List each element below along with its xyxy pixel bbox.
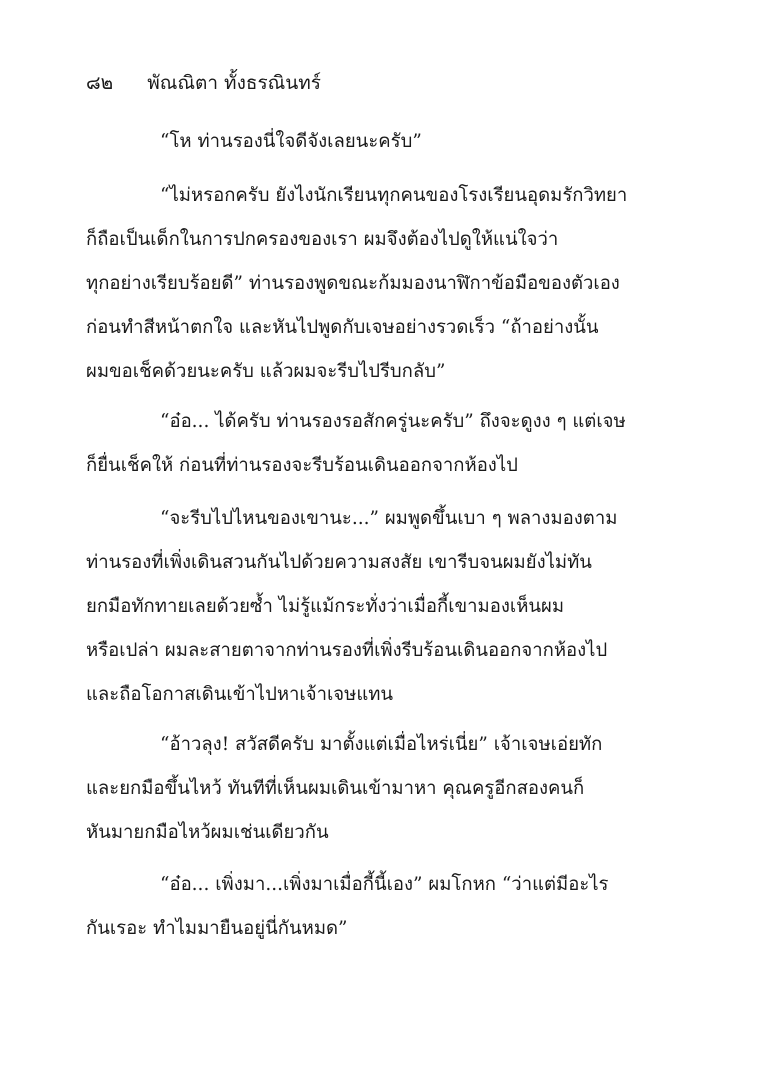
- paragraph-4: [86, 497, 686, 717]
- text-line: ก่อนทำสีหน้าตกใจ และหันไปพูดกับเจษอย่างรวดเร็ว “ถ้าอย่างนั้น: [86, 317, 599, 338]
- text-line: ท่านรองที่เพิ่งเดินสวนกันไปด้วยความสงสัย เขารีบจนผมยังไม่ทัน: [86, 552, 592, 573]
- text-line: ยกมือทักทายเลยด้วยซ้ำ ไม่รู้แม้กระทั่งว่าเมื่อกี้เขามองเห็นผม: [86, 596, 565, 617]
- paragraph-5: [86, 723, 686, 855]
- text-line: ผมขอเช็คด้วยนะครับ แล้วผมจะรีบไปรีบกลับ”: [86, 361, 446, 382]
- text-line: “อ๋อ... ได้ครับ ท่านรองรอสักครู่นะครับ” ถึงจะดูงง ๆ แต่เจษ: [160, 411, 626, 432]
- text-line: หรือเปล่า ผมละสายตาจากท่านรองที่เพิ่งรีบร้อนเดินออกจากห้องไป: [86, 640, 608, 661]
- text-line: หันมายกมือไหว้ผมเช่นเดียวกัน: [86, 822, 329, 843]
- paragraph-2: [86, 174, 686, 394]
- text-line: ก็ถือเป็นเด็กในการปกครองของเรา ผมจึงต้องไปดูให้แน่ใจว่า: [86, 229, 559, 250]
- text-line: “อ้าวลุง! สวัสดีครับ มาตั้งแต่เมื่อไหร่เนี่ย” เจ้าเจษเอ่ยทัก: [160, 734, 603, 755]
- text-line: “ไม่หรอกครับ ยังไงนักเรียนทุกคนของโรงเรียนอุดมรักวิทยา: [160, 185, 628, 206]
- text-line: กันเรอะ ทำไมมายืนอยู่นี่กันหมด”: [86, 918, 348, 939]
- text-line: และยกมือขึ้นไหว้ ทันทีที่เห็นผมเดินเข้ามาหา คุณครูอีกสองคนก็: [86, 778, 585, 799]
- page-header: [86, 70, 321, 96]
- paragraph-6: [86, 863, 686, 951]
- paragraph-1: [86, 120, 686, 164]
- text-line: และถือโอกาสเดินเข้าไปหาเจ้าเจษแทน: [86, 684, 394, 705]
- author-name: พัณณิตา ทั้งธรณินทร์: [147, 72, 322, 94]
- text-line: ทุกอย่างเรียบร้อยดี” ท่านรองพูดขณะก้มมองนาฬิกาข้อมือของตัวเอง: [86, 273, 620, 294]
- page-number: ๘๒: [86, 72, 114, 94]
- text-line: ก็ยื่นเช็คให้ ก่อนที่ท่านรองจะรีบร้อนเดินออกจากห้องไป: [86, 455, 518, 476]
- text-line: “จะรีบไปไหนของเขานะ...” ผมพูดขึ้นเบา ๆ พลางมองตาม: [160, 508, 618, 529]
- text-line: “อ๋อ... เพิ่งมา...เพิ่งมาเมื่อกี้นี้เอง” ผมโกหก “ว่าแต่มีอะไร: [160, 874, 609, 895]
- paragraph-3: [86, 400, 686, 488]
- text-line: “โห ท่านรองนี่ใจดีจังเลยนะครับ”: [160, 131, 422, 152]
